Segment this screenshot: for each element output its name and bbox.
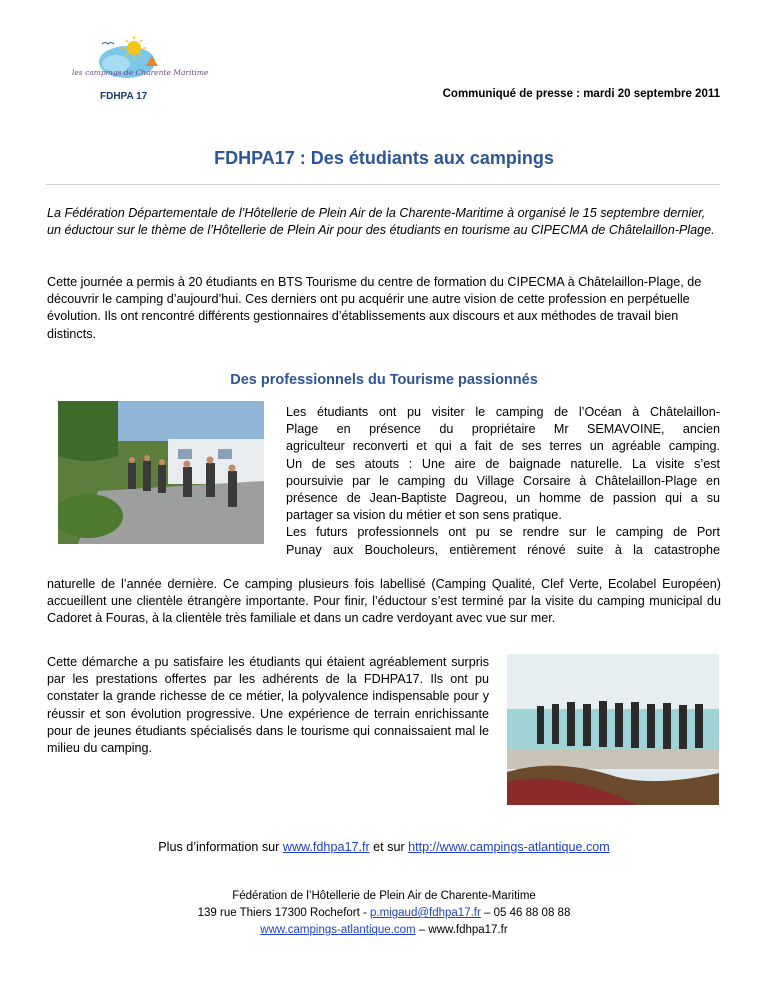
paragraph-2-continued: naturelle de l’année dernière. Ce camping plusieurs fois labellisé (Camping Qualité, Clef Verte, Ecolabel Européen) accueillent une clientèle étrangère importante. Pour finir, l’éductour s’est terminé par la visite du camping municipal du Cadoret à Fouras, à la clientèle très familiale et dans un cadre verdoyant avec vue sur mer. [47, 577, 721, 626]
paragraph-2-line: Les futurs professionnels ont pu se rendre sur le camping de Port [286, 525, 720, 540]
footer-site-link[interactable]: www.campings-atlantique.com [260, 924, 416, 936]
paragraph-2-line: présence de Jean-Baptiste Dagreou, un homme de passion qui a su [286, 491, 720, 506]
intro-paragraph: La Fédération Départementale de l’Hôtellerie de Plein Air de la Charente-Maritime à organisé le 15 septembre dernier, un éductour sur le thème de l’Hôtellerie de Plein Air pour des étudiants en tourisme au CIPECMA de Châtelaillon-Plage. [47, 206, 715, 238]
email-link[interactable]: p.migaud@fdhpa17.fr [370, 907, 481, 919]
paragraph-2-line: Plage en présence du propriétaire Mr SEMAVOINE, ancien [286, 422, 720, 437]
page-title: FDHPA17 : Des étudiants aux campings [214, 148, 554, 168]
paragraph-2-line: poursuivie par le camping du Village Corsaire à Châtelaillon-Plage en [286, 473, 720, 488]
footer-contact [0, 905, 768, 922]
title-divider [46, 184, 720, 185]
more-info-middle: et sur [369, 840, 409, 854]
section-heading: Des professionnels du Tourisme passionnés [230, 372, 538, 388]
group-pool-photo [507, 654, 719, 805]
paragraph-2-line: Punay aux Boucholeurs, entièrement rénové suite à la catastrophe [286, 542, 720, 557]
footer [0, 888, 768, 939]
fdhpa17-link[interactable]: www.fdhpa17.fr [282, 840, 370, 854]
paragraph-2-line: Les étudiants ont pu visiter le camping de l’Océan à Châtelaillon- [286, 405, 720, 419]
logo-caption: les campings de Charente Maritime [72, 68, 209, 77]
paragraph-2-line: partager sa vision du métier et son sens pratique. [286, 508, 562, 523]
footer-sites [0, 922, 768, 939]
more-info-line [0, 840, 768, 854]
footer-site-text: – www.fdhpa17.fr [415, 924, 508, 936]
campings-atlantique-link[interactable]: http://www.campings-atlantique.com [408, 840, 610, 854]
paragraph-2-wrapped [286, 404, 720, 559]
paragraph-3: Cette démarche a pu satisfaire les étudiants qui étaient agréablement surpris par les prestations offertes par les adhérents de la FDHPA17. Ils ont pu constater la grande richesse de ce métier, la polyvalence indispensable pour y réussir et son évolution progressive. Une expérience de terrain enrichissante pour de jeunes étudiants spécialisés dans le tourisme qui connaissaient mal le milieu du camping. [47, 655, 489, 756]
footer-org: Fédération de l’Hôtellerie de Plein Air de Charente-Maritime [232, 890, 536, 902]
students-camping-photo [58, 401, 264, 544]
more-info-prefix: Plus d’information sur [158, 840, 283, 854]
paragraph-2-line: agriculteur reconverti et qui a fait de ses terres un agréable camping. [286, 439, 720, 454]
org-name: FDHPA 17 [100, 91, 148, 102]
footer-address: 139 rue Thiers 17300 Rochefort - [197, 907, 371, 919]
paragraph-2-line: Un de ses atouts : Une aire de baignade naturelle. La visite s’est [286, 456, 720, 471]
paragraph-1: Cette journée a permis à 20 étudiants en BTS Tourisme du centre de formation du CIPECMA à Châtelaillon-Plage, de découvrir le camping d’aujourd’hui. Ces derniers ont pu acquérir une autre vision de cette profession en perpétuelle évolution. Ils ont rencontré différents gestionnaires d’établissements aux discours et aux méthodes de travail bien distincts. [47, 275, 702, 341]
footer-phone: – 05 46 88 08 88 [480, 907, 571, 919]
press-release-date: Communiqué de presse : mardi 20 septembre 2011 [442, 88, 720, 100]
